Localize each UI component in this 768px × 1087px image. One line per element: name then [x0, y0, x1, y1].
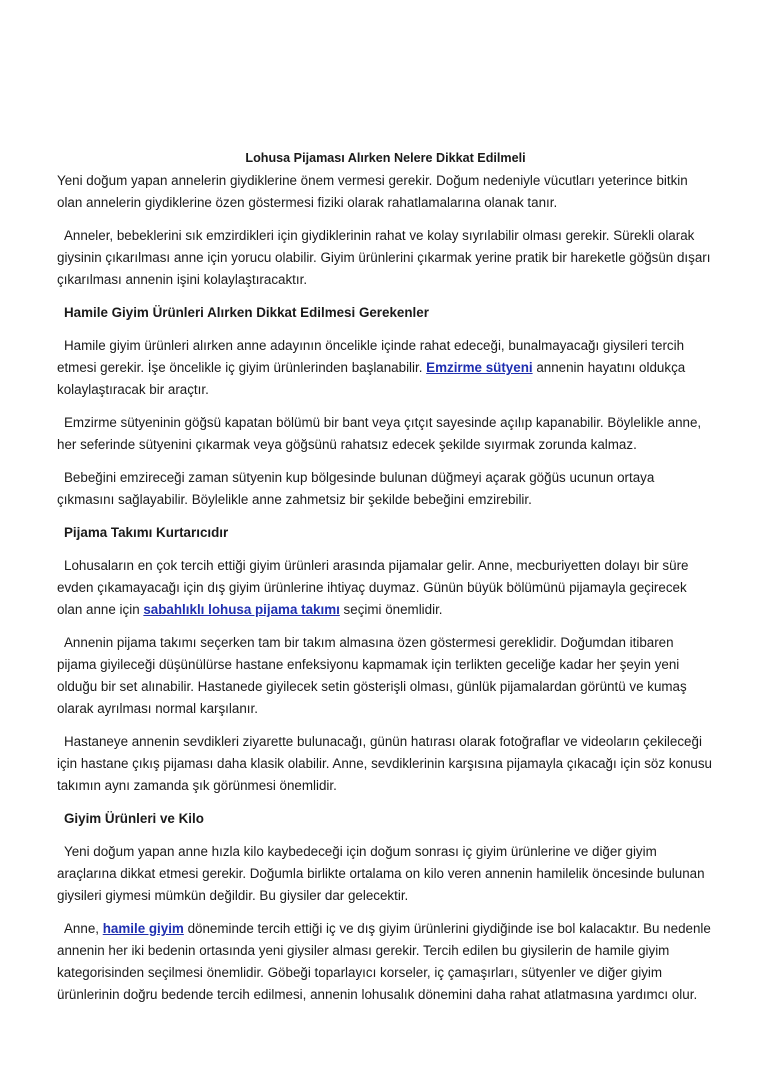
paragraph-pajamas — [57, 555, 714, 621]
paragraph-breastfeeding: Anneler, bebeklerini sık emzirdikleri için giydiklerinin rahat ve kolay sıyrılabilir olması gerekir. Sürekli olarak giysinin çıkarılması anne için yorucu olabilir. Giyim ürünlerini çıkarmak yerine pratik bir hareketle göğsün dışarı çıkarılması annenin işini kolaylaştıracaktır. — [57, 228, 711, 287]
paragraph-intro: Yeni doğum yapan annelerin giydiklerine önem vermesi gerekir. Doğum nedeniyle vücutları yeterince bitkin olan annelerin giydiklerine özen göstermesi fiziki olarak rahatlamalarına olanak tanır. — [57, 173, 688, 210]
paragraph-text: Hamile giyim ürünleri alırken anne adayının öncelikle içinde rahat edeceği, bunalmayacağı giysileri tercih etmesi gerekir. İşe öncelikle iç giyim ürünlerinden başlanabilir. — [57, 338, 685, 375]
paragraph-text: annenin hayatını oldukça kolaylaştıracak bir araçtır. — [57, 360, 686, 397]
document-title: Lohusa Pijaması Alırken Nelere Dikkat Edilmeli — [245, 151, 526, 165]
paragraph-text: seçimi önemlidir. — [339, 602, 443, 617]
paragraph-text: Anne, — [64, 921, 103, 936]
section-heading-clothing-weight: Giyim Ürünleri ve Kilo — [64, 811, 204, 826]
section-heading-pajama-set: Pijama Takımı Kurtarıcıdır — [64, 525, 229, 540]
link-hamile-giyim[interactable]: hamile giyim — [102, 921, 184, 936]
paragraph-nursing-bra — [57, 335, 714, 401]
paragraph-full-set: Annenin pijama takımı seçerken tam bir takım almasına özen göstermesi gereklidir. Doğumdan itibaren pijama giyileceği düşünülürse hastane enfeksiyonu kapmamak için terlikten geceliğe kadar her şeyin yeni olduğu bir set alınabilir. Hastanede giyilecek setin gösterişli olması, günlük pijamalardan görüntü ve kumaş olarak ayrılması normal karşılanır. — [57, 635, 687, 716]
paragraph-bra-clasp: Emzirme sütyeninin göğsü kapatan bölümü bir bant veya çıtçıt sayesinde açılıp kapanabilir. Böylelikle anne, her seferinde sütyenini çıkarmak veya göğsünü rahatsız edecek şekilde sıyırmak zorunda kalmaz. — [57, 415, 702, 452]
link-sabahlikli-lohusa-pijama-takimi[interactable]: sabahlıklı lohusa pijama takımı — [143, 602, 340, 617]
paragraph-sizing — [57, 918, 714, 1006]
document-page — [57, 148, 714, 1017]
link-emzirme-sutyeni[interactable]: Emzirme sütyeni — [426, 360, 533, 375]
paragraph-weight-loss: Yeni doğum yapan anne hızla kilo kaybedeceği için doğum sonrası iç giyim ürünlerine ve diğer giyim araçlarına dikkat etmesi gerekir. Doğumla birlikte ortalama on kilo veren annenin hamilelik öncesinde bulunan giysileri giymesi mümkün değildir. Bu giysiler dar gelecektir. — [57, 844, 705, 903]
paragraph-text: döneminde tercih ettiği iç ve dış giyim ürünlerini giydiğinde ise bol kalacaktır. Bu nedenle annenin her iki bedenin ortasında yeni giysiler alması gerekir. Tercih edilen bu giysilerin de hamile giyim kategorisinden seçilmesi önemlidir. Göbeği toparlayıcı korseler, iç çamaşırları, sütyenler ve diğer giyim ürünlerinin doğru bedende tercih edilmesi, annenin lohusalık dönemini daha rahat atlatmasına yardımcı olur. — [57, 921, 711, 1002]
paragraph-bra-button: Bebeğini emzireceği zaman sütyenin kup bölgesinde bulunan düğmeyi açarak göğüs ucunun ortaya çıkmasını sağlayabilir. Böylelikle anne zahmetsiz bir şekilde bebeğini emzirebilir. — [57, 470, 655, 507]
paragraph-hospital-exit: Hastaneye annenin sevdikleri ziyarette bulunacağı, günün hatırası olarak fotoğraflar ve videoların çekileceği için hastane çıkış pijaması daha klasik olabilir. Anne, sevdiklerinin karşısına pijamayla çıkacağı için söz konusu takımın aynı zamanda şık görünmesi önemlidir. — [57, 734, 712, 793]
paragraph-text: Lohusaların en çok tercih ettiği giyim ürünleri arasında pijamalar gelir. Anne, mecburiyetten dolayı bir süre evden çıkamayacağı için dış giyim ürünlerine ihtiyaç duymaz. Günün büyük bölümünü pijamayla geçirecek olan anne için — [57, 558, 689, 617]
section-heading-maternity-wear: Hamile Giyim Ürünleri Alırken Dikkat Edilmesi Gerekenler — [64, 305, 429, 320]
